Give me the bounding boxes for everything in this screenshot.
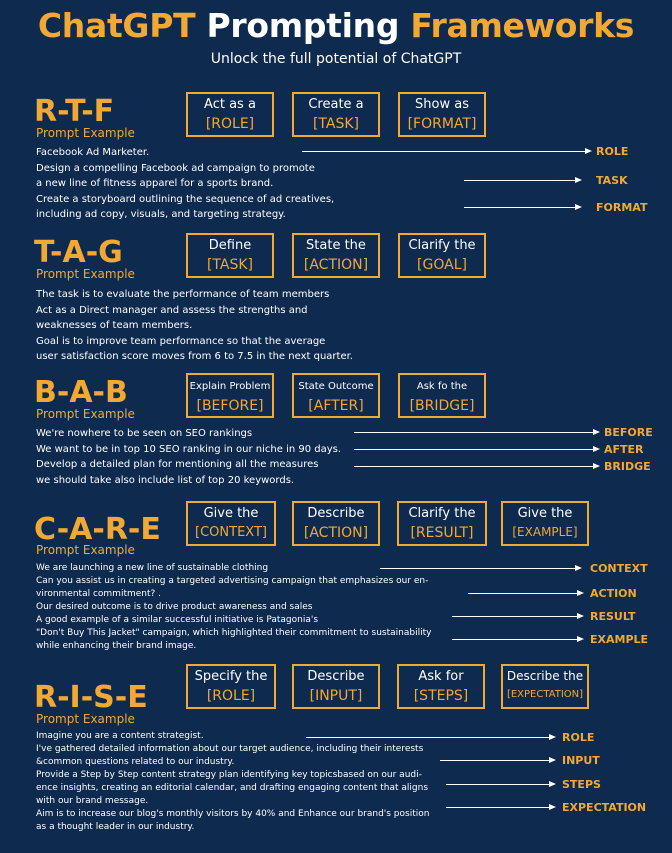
rise-arrow-input xyxy=(440,760,550,761)
rtf-box-format-text: Show as xyxy=(415,97,469,112)
bab-arrow-bridge xyxy=(354,466,594,467)
rise-line: Provide a Step by Step content strategy plan identifying key topicsbased on our audi- xyxy=(36,770,422,780)
care-box-action-tag: [ACTION] xyxy=(303,525,369,541)
care-box-action-text: Describe xyxy=(307,506,365,521)
title-prompting: Prompting xyxy=(206,6,400,45)
rise-box-expectation-text: Describe the xyxy=(506,669,584,683)
rtf-box-role-tag: [ROLE] xyxy=(205,116,255,132)
tag-line: The task is to evaluate the performance of team members xyxy=(36,289,330,300)
care-label-context: CONTEXT xyxy=(590,562,648,575)
page-subtitle: Unlock the full potential of ChatGPT xyxy=(210,51,462,67)
rise-box-input-tag: [INPUT] xyxy=(309,688,363,704)
rtf-arrow-role xyxy=(302,151,586,152)
rise-box-expectation-tag: [EXPECTATION] xyxy=(506,689,584,700)
care-line: Our desired outcome is to drive product awareness and sales xyxy=(36,602,313,612)
care-label-example: EXAMPLE xyxy=(590,633,649,646)
tag-box-goal-tag: [GOAL] xyxy=(417,257,467,273)
care-arrow-context xyxy=(380,568,576,569)
care-box-context-tag: [CONTEXT] xyxy=(195,525,267,540)
bab-box-after xyxy=(292,373,380,418)
bab-label-after: AFTER xyxy=(604,443,644,456)
tag-box-action xyxy=(292,233,380,278)
care-label-action: ACTION xyxy=(590,587,637,600)
rtf-label-task: TASK xyxy=(596,174,628,187)
care-example-label: Prompt Example xyxy=(36,543,135,557)
bab-line: We're nowhere to be seen on SEO rankings xyxy=(36,428,253,439)
bab-box-before xyxy=(186,373,274,418)
rtf-example-label: Prompt Example xyxy=(36,126,135,140)
bab-box-bridge xyxy=(398,373,486,418)
rtf-arrow-format xyxy=(464,207,576,208)
care-arrow-action xyxy=(468,593,578,594)
care-line: "Don't Buy This Jacket" campaign, which highlighted their commitment to sustainability xyxy=(36,628,432,638)
tag-example-label: Prompt Example xyxy=(36,267,135,281)
rtf-box-role-text: Act as a xyxy=(204,97,256,112)
rise-box-role-tag: [ROLE] xyxy=(206,688,256,704)
care-box-action xyxy=(292,501,380,546)
rise-label-expectation: EXPECTATION xyxy=(562,801,647,814)
rise-box-steps-tag: [STEPS] xyxy=(413,688,469,704)
rtf-box-task-text: Create a xyxy=(308,97,364,112)
rise-label-role: ROLE xyxy=(562,731,595,744)
rtf-line: Facebook Ad Marketer. xyxy=(36,147,150,158)
rise-box-role xyxy=(186,664,276,709)
tag-box-goal xyxy=(398,233,486,278)
rise-line: &common questions related to our industry. xyxy=(36,757,235,767)
care-box-context-text: Give the xyxy=(203,506,259,521)
rise-box-steps xyxy=(397,664,485,709)
bab-label-before: BEFORE xyxy=(604,426,653,439)
rtf-example-text xyxy=(36,145,334,223)
tag-line: Goal is to improve team performance so that the average xyxy=(36,335,326,347)
tag-box-task-text: Define xyxy=(208,238,252,253)
rise-line: with our brand message. xyxy=(36,796,149,806)
care-box-result-text: Clarify the xyxy=(408,506,476,521)
rise-box-role-text: Specify the xyxy=(194,669,268,684)
rise-box-expectation xyxy=(501,664,589,709)
rise-example-label: Prompt Example xyxy=(36,712,135,726)
rise-line: as a thought leader in our industry. xyxy=(36,822,195,832)
care-arrow-example xyxy=(452,639,578,640)
rise-arrow-steps xyxy=(446,784,550,785)
bab-box-bridge-tag: [BRIDGE] xyxy=(409,398,475,414)
care-box-result-tag: [RESULT] xyxy=(410,525,474,541)
bab-example-text xyxy=(36,426,341,488)
bab-acronym: B-A-B xyxy=(34,375,128,410)
title-chatgpt: ChatGPT xyxy=(37,6,196,45)
rtf-box-format xyxy=(398,92,486,137)
care-box-result xyxy=(397,501,487,546)
care-line: Can you assist us in creating a targeted advertising campaign that emphasizes our en- xyxy=(36,576,429,586)
bab-box-before-tag: [BEFORE] xyxy=(196,398,264,414)
bab-box-after-text: State Outcome xyxy=(298,381,374,392)
rise-box-input xyxy=(292,664,380,709)
rise-box-steps-text: Ask for xyxy=(418,669,464,684)
rise-acronym: R-I-S-E xyxy=(34,680,148,715)
tag-box-goal-text: Clarify the xyxy=(408,238,476,253)
bab-arrow-before xyxy=(354,432,594,433)
rtf-line: Design a compelling Facebook ad campaign to promote xyxy=(36,162,315,174)
rtf-line: a new line of fitness apparel for a sports brand. xyxy=(36,178,274,189)
rise-arrow-expectation xyxy=(446,807,550,808)
rise-line: ence insights, creating an editorial calendar, and drafting engaging content that aligns xyxy=(36,783,429,793)
care-arrow-result xyxy=(452,616,578,617)
bab-line: Develop a detailed plan for mentioning all the measures xyxy=(36,459,319,470)
rtf-label-format: FORMAT xyxy=(596,201,648,214)
care-line: while enhancing their brand image. xyxy=(36,641,197,651)
rise-arrow-role xyxy=(306,737,550,738)
care-line: vironmental commitment? . xyxy=(36,589,162,599)
rtf-box-task-tag: [TASK] xyxy=(312,116,360,132)
rise-label-steps: STEPS xyxy=(562,778,601,791)
rtf-acronym: R-T-F xyxy=(34,94,115,129)
care-box-example xyxy=(501,501,589,546)
tag-box-task xyxy=(186,233,274,278)
tag-box-task-tag: [TASK] xyxy=(206,257,254,273)
rtf-line: including ad copy, visuals, and targeting strategy. xyxy=(36,209,286,220)
tag-line: weaknesses of team members. xyxy=(36,320,193,331)
tag-box-action-text: State the xyxy=(306,238,366,253)
rise-box-input-text: Describe xyxy=(307,669,365,684)
care-line: A good example of a similar successful initiative is Patagonia's xyxy=(36,615,319,625)
bab-line: we should take also include list of top 20 keywords. xyxy=(36,474,295,486)
rise-line: Imagine you are a content strategist. xyxy=(36,731,204,741)
rtf-box-task xyxy=(292,92,380,137)
care-example-text xyxy=(36,562,431,653)
rtf-box-format-tag: [FORMAT] xyxy=(407,116,477,132)
bab-line: We want to be in top 10 SEO ranking in our niche in 90 days. xyxy=(36,443,342,455)
rtf-line: Create a storyboard outlining the sequence of ad creatives, xyxy=(36,193,335,205)
bab-arrow-after xyxy=(354,449,594,450)
bab-example-label: Prompt Example xyxy=(36,407,135,421)
rtf-box-role xyxy=(186,92,274,137)
care-box-example-tag: [EXAMPLE] xyxy=(512,525,578,539)
care-box-context xyxy=(186,501,276,546)
bab-box-bridge-text: Ask fo the xyxy=(416,381,468,392)
tag-acronym: T-A-G xyxy=(34,235,123,270)
care-label-result: RESULT xyxy=(590,610,636,623)
tag-line: user satisfaction score moves from 6 to 7.5 in the next quarter. xyxy=(36,351,353,362)
rise-example-text xyxy=(36,730,429,834)
care-acronym: C-A-R-E xyxy=(34,512,161,547)
page-title xyxy=(0,6,672,45)
rtf-arrow-task xyxy=(464,180,576,181)
bab-box-after-tag: [AFTER] xyxy=(308,398,364,414)
tag-box-action-tag: [ACTION] xyxy=(303,257,369,273)
rtf-label-role: ROLE xyxy=(596,145,629,158)
rise-label-input: INPUT xyxy=(562,754,600,767)
bab-box-before-text: Explain Problem xyxy=(189,381,271,392)
care-box-example-text: Give the xyxy=(517,506,573,521)
bab-label-bridge: BRIDGE xyxy=(604,460,651,473)
rise-line: I've gathered detailed information about our target audience, including their interests xyxy=(36,744,424,754)
care-line: We are launching a new line of sustainable clothing xyxy=(36,563,269,573)
title-frameworks: Frameworks xyxy=(410,6,635,45)
tag-example-text xyxy=(36,287,353,365)
tag-line: Act as a Direct manager and assess the strengths and xyxy=(36,304,308,316)
rise-line: Aim is to increase our blog's monthly visitors by 40% and Enhance our brand's position xyxy=(36,809,430,819)
